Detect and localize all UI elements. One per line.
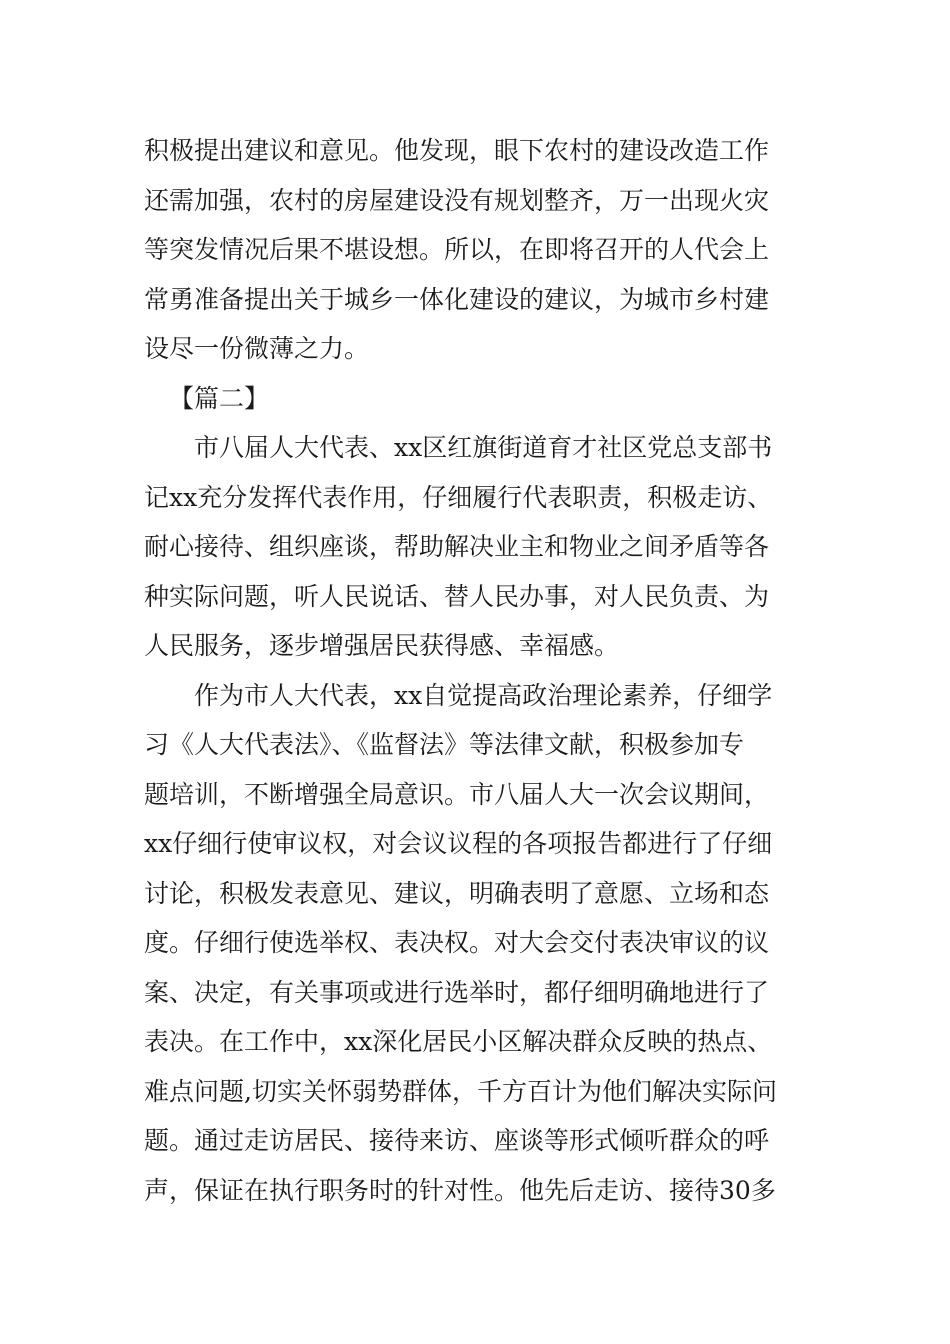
text-line: 记xx充分发挥代表作用，仔细履行代表职责，积极走访、 <box>144 482 773 512</box>
section-heading: 【篇二】 <box>169 383 270 413</box>
text-line: 讨论，积极发表意见、建议，明确表明了意愿、立场和态 <box>144 878 770 908</box>
text-line: 耐心接待、组织座谈，帮助解决业主和物业之间矛盾等各 <box>144 532 770 561</box>
text-line: 等突发情况后果不堪设想。所以，在即将召开的人代会上 <box>144 235 770 264</box>
text-line: 声，保证在执行职务时的针对性。他先后走访、接待30多 <box>144 1175 776 1205</box>
text-line: 作为市人大代表，xx自觉提高政治理论素养，仔细学 <box>194 680 773 710</box>
text-line: xx仔细行使审议权，对会议议程的各项报告都进行了仔细 <box>144 829 773 858</box>
text-line: 常勇准备提出关于城乡一体化建设的建议，为城市乡村建 <box>144 284 770 314</box>
text-line: 积极提出建议和意见。他发现，眼下农村的建设改造工作 <box>144 136 770 165</box>
text-line: 题培训，不断增强全局意识。市八届人大一次会议期间， <box>144 779 770 809</box>
text-line: 市八届人大代表、xx区红旗街道育才社区党总支部书 <box>194 433 773 462</box>
document-body <box>144 126 814 1215</box>
text-line: 种实际问题，听人民说话、替人民办事，对人民负责、为 <box>144 581 770 611</box>
text-line: 度。仔细行使选举权、表决权。对大会交付表决审议的议 <box>144 928 770 957</box>
text-line: 表决。在工作中，xx深化居民小区解决群众反映的热点、 <box>144 1027 773 1056</box>
text-line: 题。通过走访居民、接待来访、座谈等形式倾听群众的呼 <box>144 1126 770 1155</box>
text-line: 还需加强，农村的房屋建设没有规划整齐，万一出现火灾 <box>144 185 770 215</box>
text-line: 案、决定，有关事项或进行选举时，都仔细明确地进行了 <box>144 977 770 1007</box>
text-line: 习《人大代表法》、《监督法》等法律文献，积极参加专 <box>144 730 745 759</box>
text-line: 人民服务，逐步增强居民获得感、幸福感。 <box>144 631 620 660</box>
text-line: 设尽一份微薄之力。 <box>144 334 370 363</box>
text-line: 难点问题,切实关怀弱势群体，千方百计为他们解决实际问 <box>144 1076 777 1106</box>
